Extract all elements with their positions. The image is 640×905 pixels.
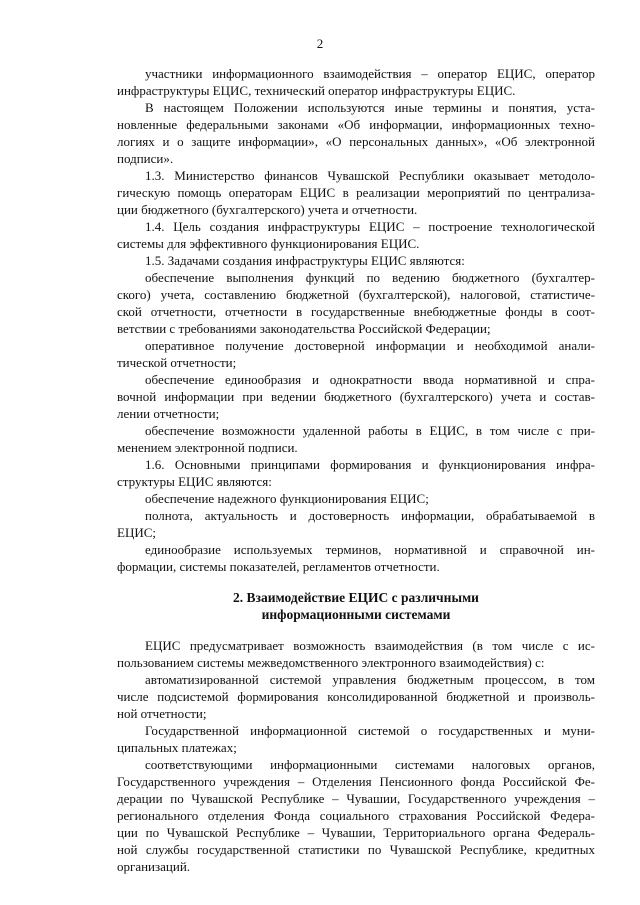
text-line: Государственной информационной системой о государственных и муни- <box>145 723 595 738</box>
text-line: гическую помощь операторам ЕЦИС в реализации мероприятий по централиза- <box>117 185 595 200</box>
text-line: подписи». <box>117 151 174 166</box>
text-line: Государственного учреждения – Отделения Пенсионного фонда Российской Фе- <box>117 774 595 789</box>
text-line: ского) учета, составлению бюджетной (бухгалтерской), налоговой, статистиче- <box>117 287 595 302</box>
text-line: логиях и о защите информации», «О персональных данных», «Об электронной <box>117 134 595 149</box>
text-line: автоматизированной системой управления бюджетным процессом, в том <box>145 672 595 687</box>
text-line: ции бюджетного (бухгалтерского) учета и отчетности. <box>117 202 418 217</box>
text-line: ции по Чувашской Республике – Чувашии, Территориального органа Федераль- <box>117 825 595 840</box>
text-line: единообразие используемых терминов, нормативной и справочной ин- <box>145 542 595 557</box>
text-line: вочной информации при ведении бюджетного (бухгалтерского) учета и состав- <box>117 389 595 404</box>
text-line: дерации по Чувашской Республике – Чувашии, Государственного учреждения – <box>117 791 595 806</box>
text-line: 1.4. Цель создания инфраструктуры ЕЦИС – построение технологической <box>145 219 595 234</box>
text-line: 1.3. Министерство финансов Чувашской Республики оказывает методоло- <box>145 168 595 183</box>
text-line: инфраструктуры ЕЦИС, технический оператор инфраструктуры ЕЦИС. <box>117 83 516 98</box>
text-line: обеспечение возможности удаленной работы в ЕЦИС, в том числе с при- <box>145 423 595 438</box>
text-line: ципальных платежах; <box>117 740 237 755</box>
text-line: В настоящем Положении используются иные термины и понятия, уста- <box>145 100 595 115</box>
page-number: 2 <box>316 36 324 51</box>
text-line: участники информационного взаимодействия – оператор ЕЦИС, оператор <box>145 66 595 81</box>
text-line: системы для эффективного функционирования ЕЦИС. <box>117 236 420 251</box>
text-line: 1.6. Основными принципами формирования и функционирования инфра- <box>145 457 595 472</box>
text-line: обеспечение выполнения функций по ведению бюджетного (бухгалтер- <box>145 270 595 285</box>
text-line: оперативное получение достоверной информации и необходимой анали- <box>145 338 595 353</box>
text-line: обеспечение надежного функционирования ЕЦИС; <box>145 491 429 506</box>
text-line: соответствующими информационными системами налоговых органов, <box>145 757 595 772</box>
text-line: лении отчетности; <box>117 406 220 421</box>
text-line: ной службы государственной статистики по Чувашской Республике, кредитных <box>117 842 595 857</box>
text-line: формации, системы показателей, регламентов отчетности. <box>117 559 440 574</box>
text-line: тической отчетности; <box>117 355 237 370</box>
text-line: обеспечение единообразия и однократности ввода нормативной и спра- <box>145 372 595 387</box>
text-line: ной отчетности; <box>117 706 207 721</box>
section-heading: 2. Взаимодействие ЕЦИС с различными <box>233 590 479 605</box>
text-line: организаций. <box>117 859 191 874</box>
text-line: новленные федеральными законами «Об информации, информационных техно- <box>117 117 595 132</box>
text-line: пользованием системы межведомственного электронного взаимодействия) с: <box>117 655 545 670</box>
text-line: ЕЦИС; <box>117 525 156 540</box>
text-line: регионального отделения Фонда социального страхования Российской Федера- <box>117 808 595 823</box>
text-line: менением электронной подписи. <box>117 440 298 455</box>
text-line: ветствии с требованиями законодательства Российской Федерации; <box>117 321 491 336</box>
text-line: ЕЦИС предусматривает возможность взаимодействия (в том числе с ис- <box>145 638 595 653</box>
text-line: ской отчетности, отчетности в государственные внебюджетные фонды в соот- <box>117 304 595 319</box>
text-line: числе подсистемой формирования консолидированной бюджетной и произволь- <box>117 689 595 704</box>
text-line: полнота, актуальность и достоверность информации, обрабатываемой в <box>145 508 595 523</box>
text-line: структуры ЕЦИС являются: <box>117 474 272 489</box>
text-line: 1.5. Задачами создания инфраструктуры ЕЦИС являются: <box>145 253 465 268</box>
section-heading: информационными системами <box>261 607 451 622</box>
